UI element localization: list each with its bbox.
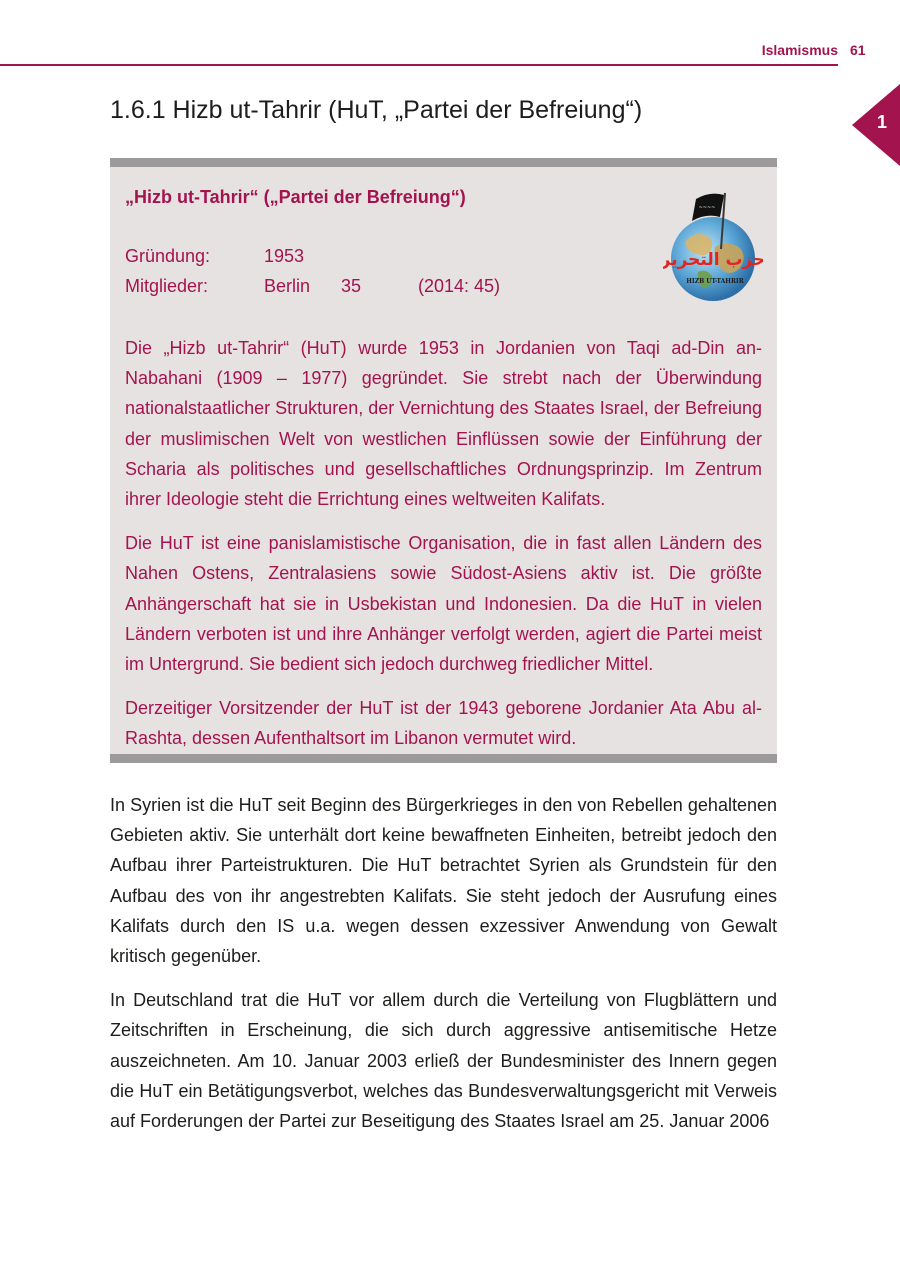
infobox-paragraph: Die HuT ist eine panislamistische Organisation, die in fast allen Ländern des Nahen Ostens, Zentralasiens sowie Südost-Asiens aktiv ist. Die größte Anhängerschaft hat sie in Usbekistan und Indonesien. Da die HuT in vielen Ländern verboten ist und ihre Anhänger verfolgt werden, agiert die Partei meist im Untergrund. Sie bedient sich jedoch durchweg friedlicher Mittel. (125, 533, 762, 675)
body-paragraph: In Syrien ist die HuT seit Beginn des Bürgerkrieges in den von Rebellen gehaltenen Gebieten aktiv. Sie unterhält dort keine bewaffneten Einheiten, betreibt jedoch den Aufbau ihrer Parteistrukturen. Die HuT betrachtet Syrien als Grundstein für den Aufbau des von ihr angestrebten Kalifats. Sie steht jedoch der Ausrufung eines Kalifats durch den IS u.a. wegen dessen exzessiver Anwendung von Gewalt kritisch gegenüber. (110, 795, 777, 967)
section-heading: 1.6.1 Hizb ut-Tahrir (HuT, „Partei der Befreiung“) (110, 96, 643, 124)
facts-table (125, 246, 545, 306)
running-section-title: Islamismus (761, 42, 838, 58)
fact-label: Mitglieder: (125, 276, 209, 296)
body-paragraph: In Deutschland trat die HuT vor allem durch die Verteilung von Flugblättern und Zeitschriften in Erscheinung, die sich durch aggressive antisemitische Hetze auszeichneten. Am 10. Januar 2003 erließ der Bundesminister des Innern gegen die HuT ein Betätigungsverbot, welches das Bundesverwaltungsgericht mit Verweis auf Forderungen der Partei zur Beseitigung des Staates Israel am 25. Januar 2006 (110, 990, 777, 1132)
fact-value: Berlin (264, 276, 311, 296)
infobox (110, 158, 777, 763)
logo-graphic (663, 187, 763, 302)
infobox-heading: „Hizb ut-Tahrir“ („Partei der Befreiung“) (125, 187, 466, 207)
page-header (0, 40, 838, 66)
logo-arabic-text: حزب التحرير (663, 250, 763, 270)
page-number: 61 (850, 42, 866, 58)
fact-label: Gründung: (125, 246, 211, 266)
fact-previous-count: (2014: 45) (418, 276, 501, 296)
fact-value: 1953 (264, 246, 305, 266)
globe-flag-logo (663, 187, 763, 302)
logo-latin-text: HIZB UT-TAHRIR (686, 278, 744, 285)
fact-member-count: 35 (341, 276, 362, 296)
main-text (110, 790, 777, 1150)
svg-text:~~~~: ~~~~ (698, 205, 716, 211)
infobox-paragraph: Derzeitiger Vorsitzender der HuT ist der 1943 geborene Jordanier Ata Abu al-Rashta, dessen Aufenthaltsort im Libanon vermutet wird. (125, 698, 762, 749)
infobox-body (125, 333, 762, 768)
fact-row-members (125, 276, 545, 306)
chapter-number: 1 (876, 112, 887, 132)
infobox-paragraph: Die „Hizb ut-Tahrir“ (HuT) wurde 1953 in Jordanien von Taqi ad-Din an-Nabahani (1909 – 1977) gegründet. Sie strebt nach der Überwindung nationalstaatlicher Strukturen, der Vernichtung des Staates Israel, der Befreiung der muslimischen Welt von westlichen Einflüssen sowie der Einführung der Scharia als politisches und gesellschaftliches Ordnungsprinzip. Im Zentrum ihrer Ideologie steht die Errichtung eines weltweiten Kalifats. (125, 338, 762, 510)
fact-row-founding (125, 246, 545, 276)
